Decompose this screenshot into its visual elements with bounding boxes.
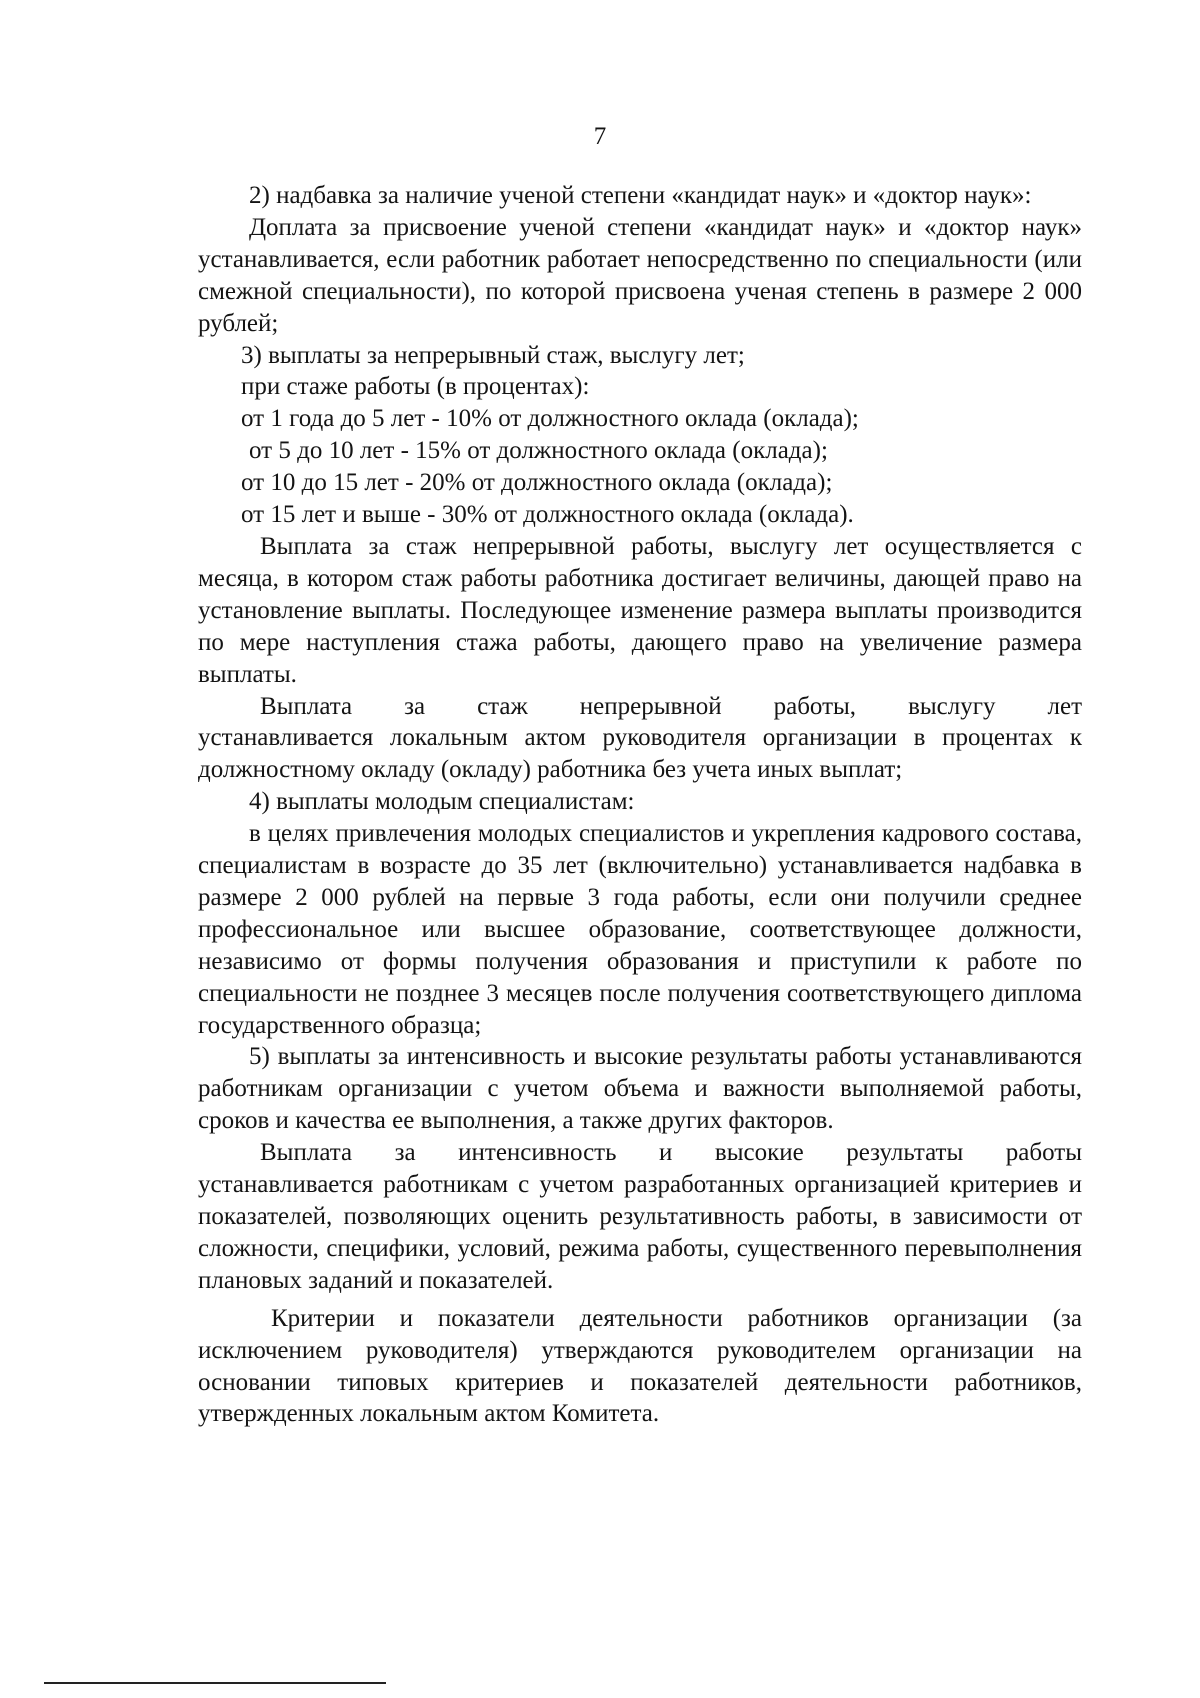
paragraph-intensity-criteria-rest: устанавливается работникам с учетом разработанных организацией критериев и показателей, позволяющих оценить результативность работы, в зависимости от сложности, специфики, условий, режима работы, существенного перевыполнения плановых заданий и показателей. (198, 1171, 1082, 1294)
paragraph-academic-degree-allowance: 2) надбавка за наличие ученой степени «кандидат наук» и «доктор наук»: (249, 182, 1032, 209)
paragraph-seniority-intro: при стаже работы (в процентах): (241, 373, 590, 401)
paragraph-seniority-local-act-rest: устанавливается локальным актом руководителя организации в процентах к должностному окладу (окладу) работника без учета иных выплат; (198, 724, 1082, 784)
paragraph-intensity-criteria (198, 1137, 1082, 1297)
seniority-rate-15-plus: от 15 лет и выше - 30% от должностного оклада (оклада). (241, 501, 854, 529)
paragraph-seniority-local-act (198, 691, 1082, 787)
paragraph-seniority-heading: 3) выплаты за непрерывный стаж, выслугу лет; (241, 341, 745, 369)
document-body (198, 180, 1082, 1430)
paragraph-intensity-payments: 5) выплаты за интенсивность и высокие результаты работы устанавливаются работникам организации с учетом объема и важности выполняемой работы, сроков и качества ее выполнения, а также других факторов. (198, 1043, 1082, 1135)
paragraph-criteria-approval: Критерии и показатели деятельности работников организации (за исключением руководителя) утверждаются руководителем организации на основании типовых критериев и показателей деятельности работников, утвержденных локальным актом Комитета. (198, 1304, 1082, 1428)
paragraph-young-specialists-allowance: в целях привлечения молодых специалистов и укрепления кадрового состава, специалистам в возрасте до 35 лет (включительно) устанавливается надбавка в размере 2 000 рублей на первые 3 года работы, если они получили среднее профессиональное или высшее образование, соответствующее должности, независимо от формы получения образования и приступили к работе по специальности не позднее 3 месяцев после получения соответствующего диплома государственного образца; (198, 820, 1082, 1039)
paragraph-seniority-local-act-line1: Выплата за стаж непрерывной работы, выслугу лет (260, 692, 1082, 720)
seniority-rate-10-15: от 10 до 15 лет - 20% от должностного оклада (оклада); (241, 469, 833, 497)
paragraph-seniority-payment-start: Выплата за стаж непрерывной работы, выслугу лет осуществляется с месяца, в котором стаж работы работника достигает величины, дающей право на установление выплаты. Последующее изменение размера выплаты производится по мере наступления стажа работы, дающего право на увеличение размера выплаты. (198, 532, 1082, 688)
paragraph-intensity-criteria-line1: Выплата за интенсивность и высокие результаты работы (260, 1139, 1082, 1167)
paragraph-young-specialists-heading: 4) выплаты молодым специалистам: (249, 788, 635, 816)
paragraph-degree-payment: Доплата за присвоение ученой степени «кандидат наук» и «доктор наук» устанавливается, если работник работает непосредственно по специальности (или смежной специальности), по которой присвоена ученая степень в размере 2 000 рублей; (198, 213, 1082, 337)
page-number: 7 (593, 123, 607, 150)
seniority-rate-1-5: от 1 года до 5 лет - 10% от должностного оклада (оклада); (241, 405, 859, 433)
footer-rule (44, 1682, 386, 1684)
seniority-rate-5-10: от 5 до 10 лет - 15% от должностного оклада (оклада); (249, 437, 828, 465)
